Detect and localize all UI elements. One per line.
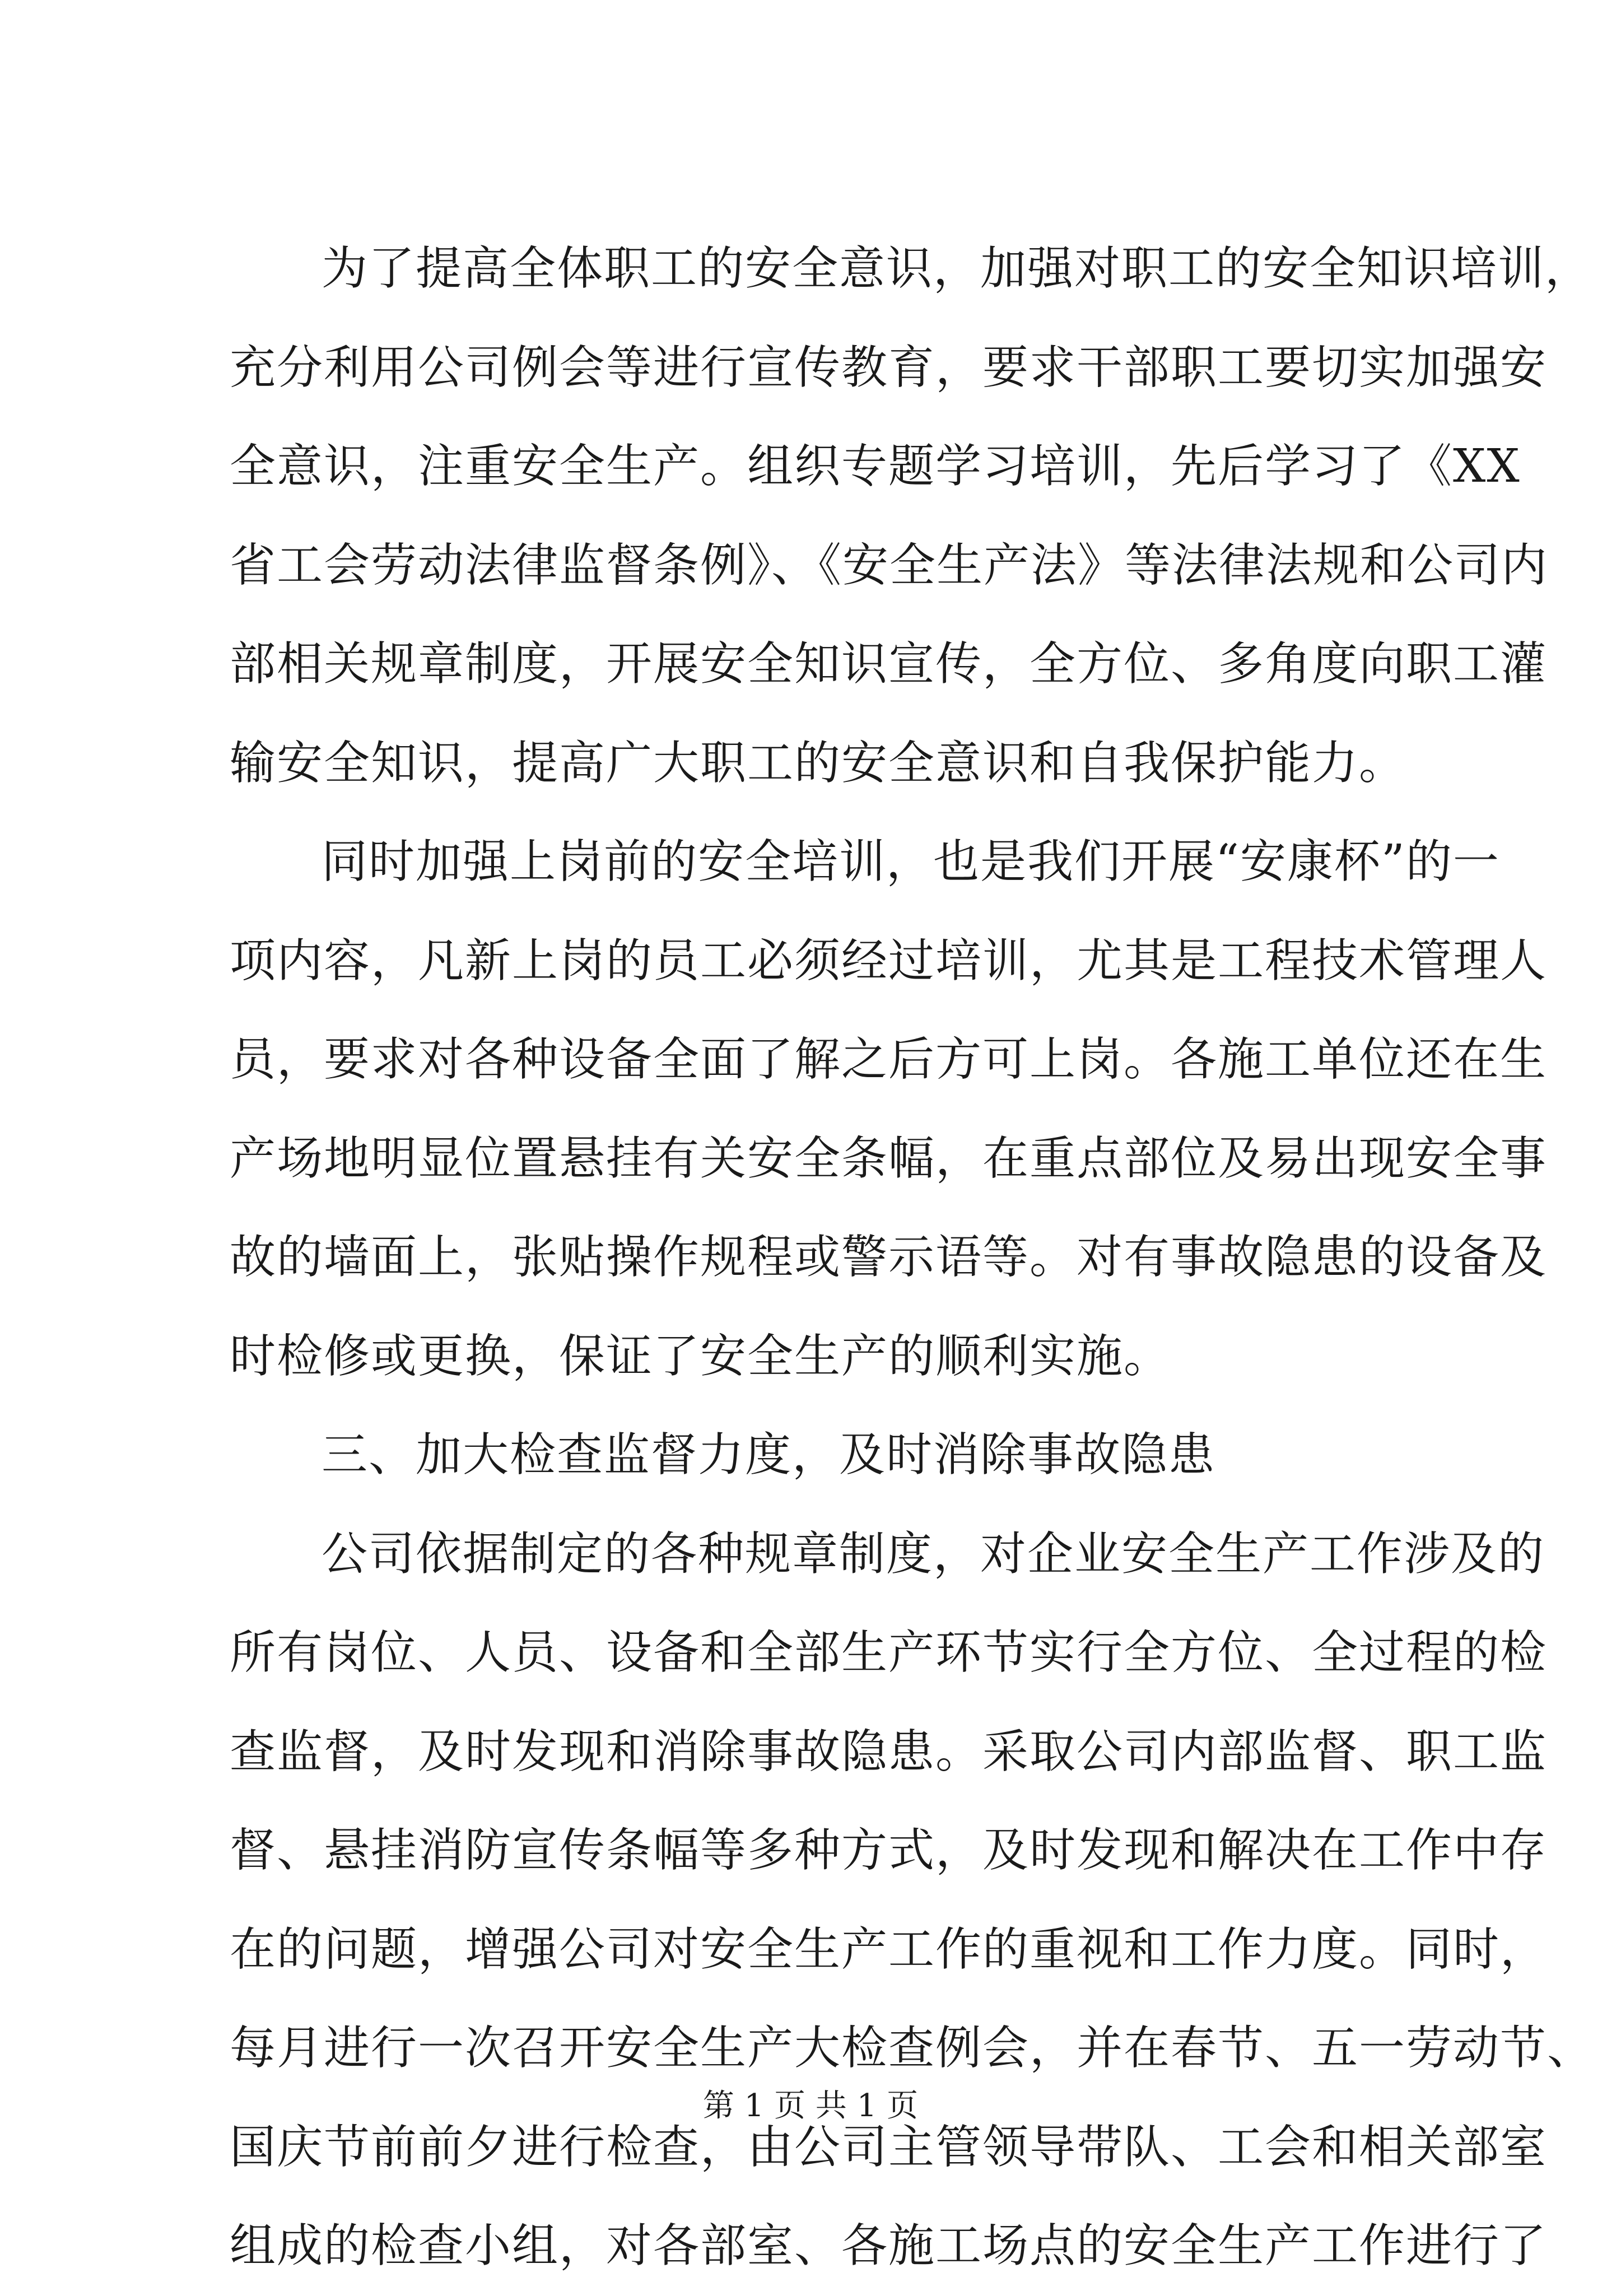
paragraph-1-line-3: 全意识，注重安全生产。组织专题学习培训，先后学习了《XX xyxy=(230,440,1521,493)
paragraph-2-line-2: 项内容，凡新上岗的员工必须经过培训，尤其是工程技术管理人 xyxy=(230,934,1548,988)
document-body xyxy=(230,220,1595,2296)
paragraph-1-line-6: 输安全知识，提高广大职工的安全意识和自我保护能力。 xyxy=(230,736,1406,790)
paragraph-1-line-5: 部相关规章制度，开展安全知识宣传，全方位、多角度向职工灌 xyxy=(230,637,1548,691)
paragraph-2-line-3: 员，要求对各种设备全面了解之后方可上岗。各施工单位还在生 xyxy=(230,1033,1548,1086)
paragraph-3-line-2: 所有岗位、人员、设备和全部生产环节实行全方位、全过程的检 xyxy=(230,1626,1548,1679)
paragraph-2-line-5: 故的墙面上，张贴操作规程或警示语等。对有事故隐患的设备及 xyxy=(230,1231,1548,1284)
paragraph-3-line-7: 国庆节前前夕进行检查，由公司主管领导带队、工会和相关部室 xyxy=(230,2120,1548,2174)
paragraph-1-line-1: 为了提高全体职工的安全意识，加强对职工的安全知识培训， xyxy=(322,242,1592,295)
paragraph-1-line-2: 充分利用公司例会等进行宣传教育，要求干部职工要切实加强安 xyxy=(230,341,1548,394)
section-heading: 三、加大检查监督力度，及时消除事故隐患 xyxy=(322,1428,1216,1482)
paragraph-2-line-6: 时检修或更换，保证了安全生产的顺利实施。 xyxy=(230,1329,1171,1383)
paragraph-3-line-6: 每月进行一次召开安全生产大检查例会，并在春节、五一劳动节、 xyxy=(230,2022,1595,2075)
paragraph-2-line-4: 产场地明显位置悬挂有关安全条幅，在重点部位及易出现安全事 xyxy=(230,1131,1548,1185)
paragraph-2-line-1: 同时加强上岗前的安全培训，也是我们开展“安康杯”的一 xyxy=(322,835,1500,888)
paragraph-3-line-5: 在的问题，增强公司对安全生产工作的重视和工作力度。同时， xyxy=(230,1922,1548,1976)
paragraph-1-line-4: 省工会劳动法律监督条例》、《安全生产法》等法律法规和公司内 xyxy=(230,538,1549,592)
page-number-label: 第 1 页 共 1 页 xyxy=(702,2088,919,2124)
paragraph-3-line-3: 查监督，及时发现和消除事故隐患。采取公司内部监督、职工监 xyxy=(230,1725,1548,1778)
paragraph-3-line-4: 督、悬挂消防宣传条幅等多种方式，及时发现和解决在工作中存 xyxy=(230,1824,1548,1877)
paragraph-3-line-1: 公司依据制定的各种规章制度，对企业安全生产工作涉及的 xyxy=(322,1527,1545,1581)
paragraph-3-line-8: 组成的检查小组，对各部室、各施工场点的安全生产工作进行了 xyxy=(230,2219,1548,2272)
page-footer xyxy=(0,2084,1621,2129)
